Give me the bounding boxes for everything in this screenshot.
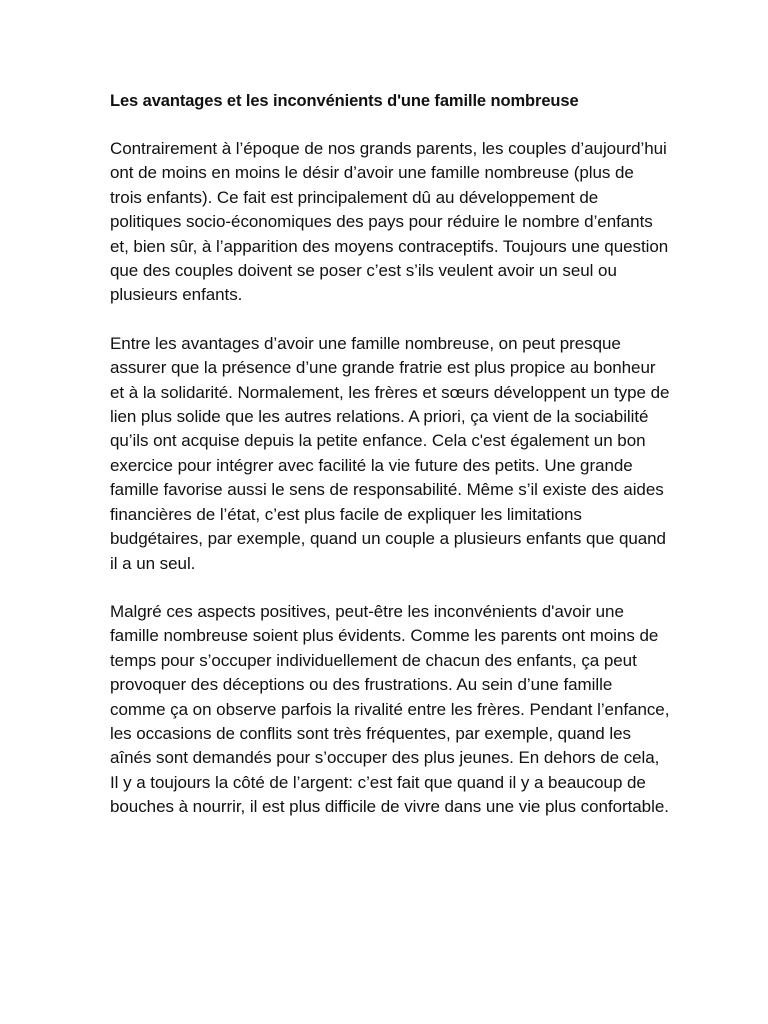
spacer bbox=[110, 308, 670, 332]
paragraph-intro: Contrairement à l’époque de nos grands parents, les couples d’aujourd’hui ont de moins en moins le désir d’avoir une famille nombreuse (plus de trois enfants). Ce fait est principalement dû au développement de politiques socio-économiques des pays pour réduire le nombre d’enfants et, bien sûr, à l’apparition des moyens contraceptifs. Toujours une question que des couples doivent se poser c’est s’ils veulent avoir un seul ou plusieurs enfants. bbox=[110, 139, 669, 305]
paragraph-advantages: Entre les avantages d’avoir une famille nombreuse, on peut presque assurer que la présence d’une grande fratrie est plus propice au bonheur et à la solidarité. Normalement, les frères et sœurs développent un type de lien plus solide que les autres relations. A priori, ça vient de la sociabilité qu’ils ont acquise depuis la petite enfance. Cela c'est également un bon exercice pour intégrer avec facilité la vie future des petits. Une grande famille favorise aussi le sens de responsabilité. Même s’il existe des aides financières de l’état, c’est plus facile de expliquer les limitations budgétaires, par exemple, quand un couple a plusieurs enfants que quand il a un seul. bbox=[110, 333, 670, 573]
document-body bbox=[110, 89, 670, 820]
spacer bbox=[110, 113, 670, 137]
paragraph-disadvantages: Malgré ces aspects positives, peut-être les inconvénients d'avoir une famille nombreuse soient plus évidents. Comme les parents ont moins de temps pour s’occuper individuellement de chacun des enfants, ça peut provoquer des déceptions ou des frustrations. Au sein d’une famille comme ça on observe parfois la rivalité entre les frères. Pendant l’enfance, les occasions de conflits sont très fréquentes, par exemple, quand les aînés sont demandés pour s’occuper des plus jeunes. En dehors de cela, Il y a toujours la côté de l’argent: c’est fait que quand il y a beaucoup de bouches à nourrir, il est plus difficile de vivre dans une vie plus confortable. bbox=[110, 601, 670, 817]
document-title: Les avantages et les inconvénients d'une famille nombreuse bbox=[110, 92, 579, 110]
spacer bbox=[110, 576, 670, 600]
